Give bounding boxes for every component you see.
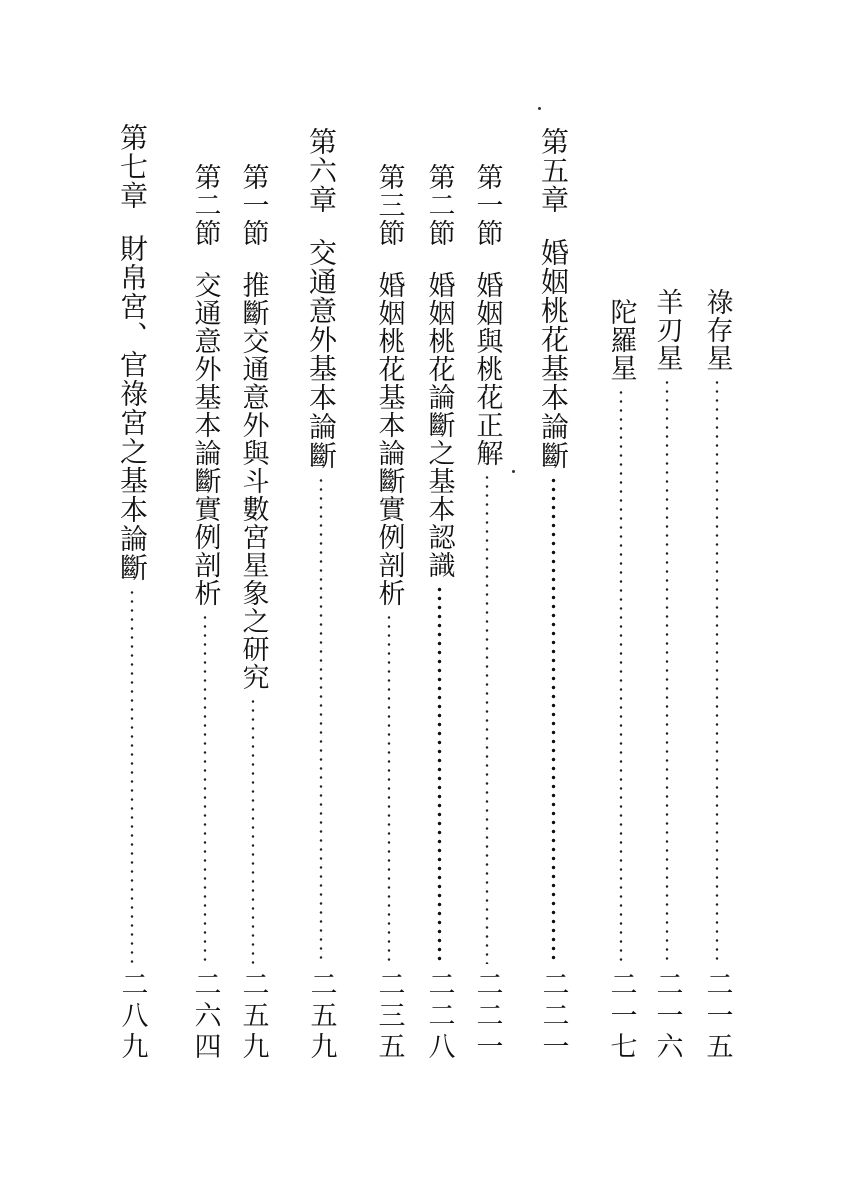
section-number: 第三節 <box>373 163 405 247</box>
dot-leader <box>715 378 719 964</box>
dot-leader <box>387 613 391 964</box>
entry-title: 交通意外基本論斷實例剖析 <box>189 271 221 608</box>
section-number: 第二節 <box>423 163 455 247</box>
section-number: 第一節 <box>471 163 503 247</box>
dot-leader <box>130 588 134 964</box>
page-number: 二一五 <box>701 970 733 1063</box>
chapter-number: 第五章 <box>537 127 570 214</box>
entry-title: 婚姻桃花基本論斷 <box>537 238 570 471</box>
toc-section-5-1 <box>470 163 504 1063</box>
toc-section-5-2 <box>422 163 456 1063</box>
section-number: 第二節 <box>189 163 221 247</box>
dot-leader <box>485 473 489 964</box>
dot-leader <box>203 613 207 964</box>
toc-section-6-2 <box>188 163 222 1063</box>
dot-leader <box>319 476 323 964</box>
entry-title: 婚姻桃花論斷之基本認識 <box>423 271 455 580</box>
dot-leader <box>437 585 442 964</box>
page-number: 二二八 <box>423 970 455 1063</box>
entry-title: 祿存星 <box>701 288 733 372</box>
section-number: 第一節 <box>237 163 269 247</box>
page-number: 二五九 <box>237 970 269 1063</box>
page-number: 二一六 <box>651 970 683 1063</box>
toc-chapter-6 <box>303 127 339 1063</box>
dot-leader <box>251 697 255 964</box>
page-number: 二六四 <box>189 970 221 1063</box>
toc-section-6-1 <box>236 163 270 1063</box>
page-number: 二一七 <box>605 970 637 1063</box>
entry-title: 婚姻桃花基本論斷實例剖析 <box>373 271 405 608</box>
page-number: 二二一 <box>537 970 569 1063</box>
page-number: 二三五 <box>373 970 405 1063</box>
dot-leader <box>619 388 623 964</box>
page-number: 二五九 <box>305 970 337 1063</box>
chapter-number: 第七章 <box>116 123 149 210</box>
toc-section-5-3 <box>372 163 406 1063</box>
toc-entry-yangren <box>650 288 684 1063</box>
toc-chapter-5 <box>535 127 571 1063</box>
print-speck <box>512 470 515 473</box>
dot-leader <box>665 378 669 964</box>
dot-leader <box>551 476 556 964</box>
entry-title: 推斷交通意外與斗數宮星象之研究 <box>237 271 269 692</box>
entry-title: 陀羅星 <box>605 298 637 382</box>
chapter-number: 第六章 <box>305 127 338 214</box>
entry-title: 財帛宮、官祿宮之基本論斷 <box>116 234 149 583</box>
entry-title: 羊刃星 <box>651 288 683 372</box>
entry-title: 婚姻與桃花正解 <box>471 271 503 468</box>
entry-title: 交通意外基本論斷 <box>305 238 338 471</box>
page-number: 二二一 <box>471 970 503 1063</box>
toc-entry-lucun <box>700 288 734 1063</box>
toc-chapter-7 <box>114 123 150 1063</box>
print-speck <box>538 107 541 110</box>
page-number: 二八九 <box>116 970 148 1063</box>
toc-entry-tuoluo <box>604 298 638 1063</box>
